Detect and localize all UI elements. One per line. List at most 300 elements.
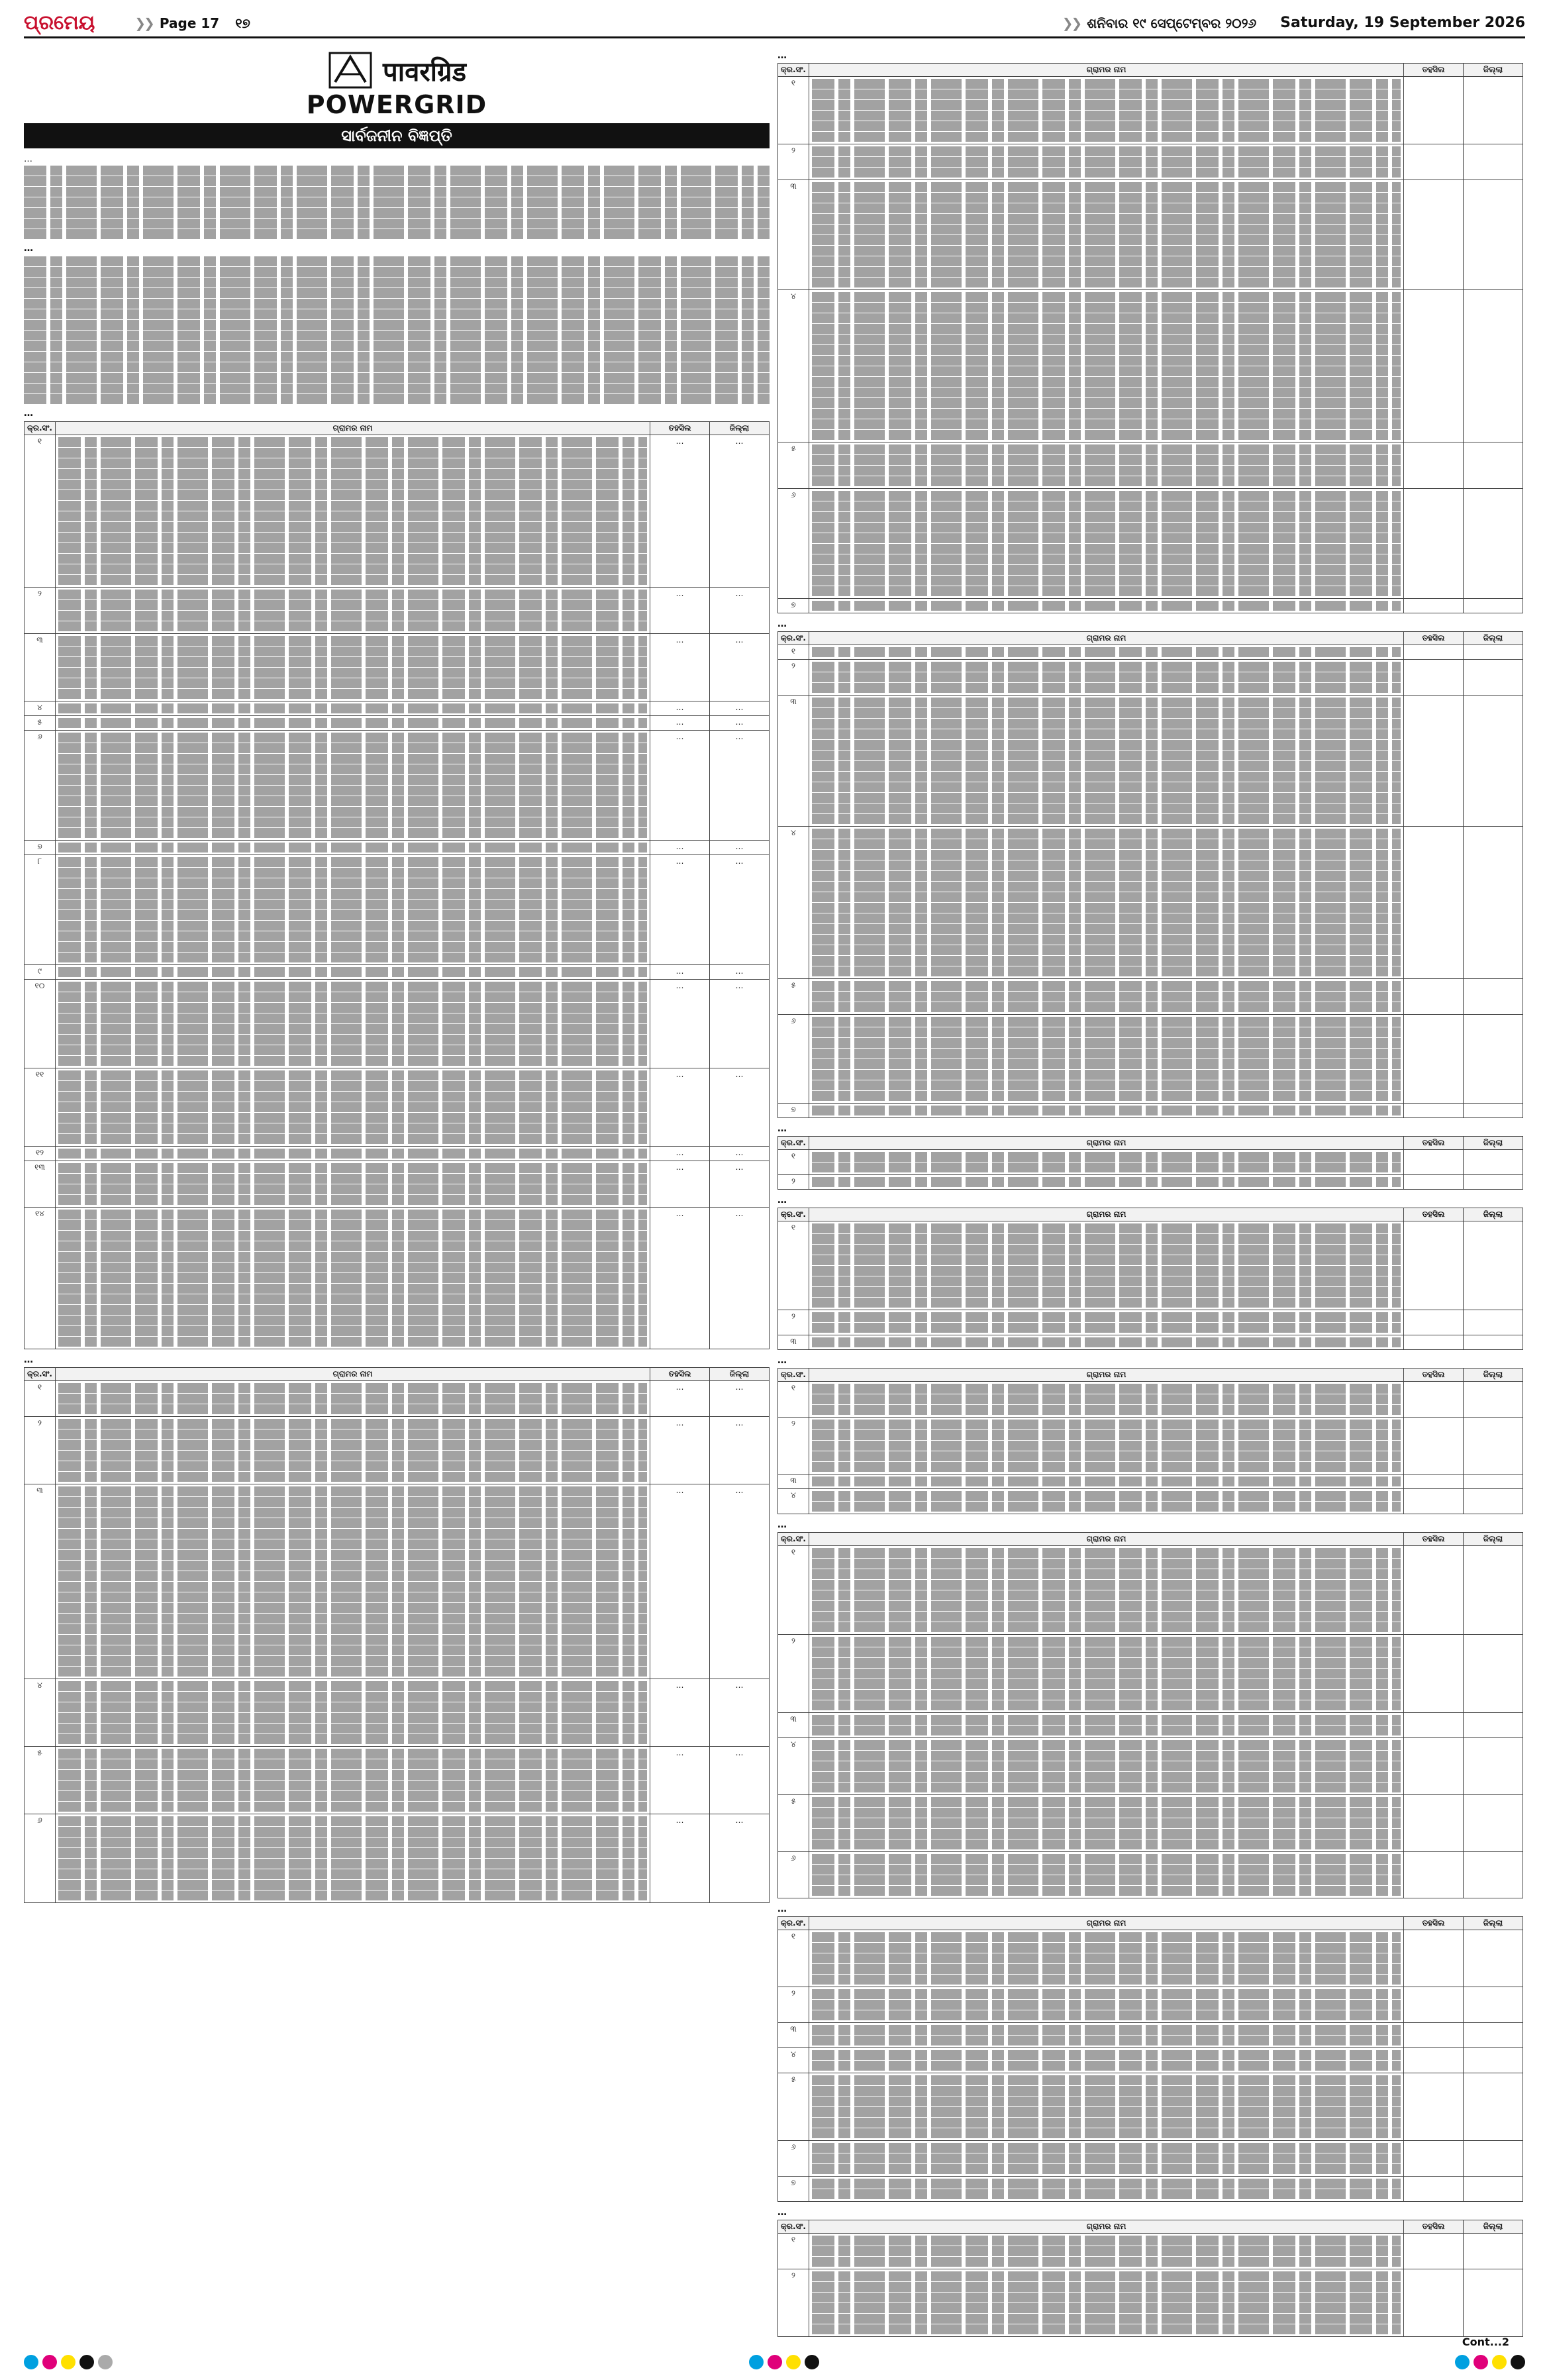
village-list-cell xyxy=(809,696,1404,827)
row-number: ୩ xyxy=(778,696,809,827)
district-cell xyxy=(1464,827,1523,979)
district-cell xyxy=(1464,1713,1523,1738)
village-list-cell xyxy=(809,1310,1404,1335)
col-header-no: କ୍ର.ସଂ. xyxy=(778,1137,809,1150)
district-cell: … xyxy=(710,841,770,855)
tahsil-cell: … xyxy=(650,588,710,634)
row-number: ୧ xyxy=(778,645,809,660)
tahsil-cell: … xyxy=(650,701,710,716)
row-number: ୪ xyxy=(778,1738,809,1795)
tahsil-cell: … xyxy=(650,1484,710,1679)
tahsil-cell: … xyxy=(650,1161,710,1208)
table-row xyxy=(778,1475,1523,1489)
tahsil-cell xyxy=(1404,1310,1464,1335)
tahsil-cell xyxy=(1404,1418,1464,1475)
district-cell xyxy=(1464,290,1523,442)
col-header-no: କ୍ର.ସଂ. xyxy=(778,1917,809,1930)
row-number: ୧୦ xyxy=(25,980,56,1068)
col-header-village: ଗ୍ରାମର ନାମ xyxy=(56,1368,650,1381)
col-header-village: ଗ୍ରାମର ନାମ xyxy=(809,2220,1404,2234)
row-number: ୨ xyxy=(778,1987,809,2023)
village-table-right xyxy=(777,631,1523,1118)
row-number: ୬ xyxy=(25,1814,56,1903)
table-row xyxy=(778,1635,1523,1713)
village-table-right xyxy=(777,2220,1523,2337)
row-number: ୨ xyxy=(778,144,809,180)
table-row xyxy=(778,2048,1523,2073)
row-number: ୪ xyxy=(778,1489,809,1514)
yellow-swatch xyxy=(786,2355,801,2369)
village-table-right xyxy=(777,1136,1523,1190)
row-number: ୨ xyxy=(778,660,809,696)
village-list-cell xyxy=(809,1795,1404,1852)
tahsil-cell: … xyxy=(650,980,710,1068)
village-list-cell xyxy=(56,731,650,841)
table-row xyxy=(778,2177,1523,2202)
table-row xyxy=(778,827,1523,979)
tahsil-cell xyxy=(1404,2073,1464,2141)
tahsil-cell: … xyxy=(650,841,710,855)
table-row xyxy=(778,1852,1523,1898)
tahsil-cell: … xyxy=(650,1814,710,1903)
col-header-tahsil: ତହସିଲ xyxy=(650,422,710,435)
village-list-cell xyxy=(809,1221,1404,1310)
summary-list xyxy=(24,256,770,404)
village-list-cell xyxy=(56,841,650,855)
tahsil-cell xyxy=(1404,489,1464,599)
table-header-row xyxy=(778,2220,1523,2234)
tahsil-cell: … xyxy=(650,965,710,980)
tahsil-cell: … xyxy=(650,1068,710,1147)
black-swatch xyxy=(805,2355,819,2369)
tahsil-cell xyxy=(1404,1104,1464,1118)
tahsil-cell xyxy=(1404,2269,1464,2337)
tahsil-cell xyxy=(1404,1382,1464,1418)
district-cell: … xyxy=(710,701,770,716)
col-header-village: ଗ୍ରାମର ନାମ xyxy=(809,64,1404,77)
tahsil-cell xyxy=(1404,1635,1464,1713)
district-cell xyxy=(1464,1221,1523,1310)
village-list-cell xyxy=(56,855,650,965)
district-cell xyxy=(1464,979,1523,1015)
table-row xyxy=(25,855,770,965)
left-column xyxy=(24,45,770,2337)
table-row xyxy=(778,2141,1523,2177)
village-list-cell xyxy=(809,660,1404,696)
row-number: ୫ xyxy=(25,716,56,731)
table-row xyxy=(25,841,770,855)
district-cell: … xyxy=(710,855,770,965)
logo-english-text: POWERGRID xyxy=(306,90,487,119)
date-english: Saturday, 19 September 2026 xyxy=(1280,15,1525,31)
table-row xyxy=(25,634,770,701)
col-header-village: ଗ୍ରାମର ନାମ xyxy=(809,1208,1404,1221)
district-cell xyxy=(1464,489,1523,599)
notice-subhead-1: … xyxy=(24,243,33,254)
district-cell: … xyxy=(710,1484,770,1679)
row-number: ୪ xyxy=(25,701,56,716)
row-number: ୧ xyxy=(778,2234,809,2269)
table-row xyxy=(778,1738,1523,1795)
tahsil-cell xyxy=(1404,645,1464,660)
row-number: ୫ xyxy=(25,1747,56,1814)
col-header-no: କ୍ର.ସଂ. xyxy=(778,64,809,77)
village-list-cell xyxy=(809,180,1404,290)
col-header-no: କ୍ର.ସଂ. xyxy=(778,2220,809,2234)
table-header-row xyxy=(25,422,770,435)
district-cell xyxy=(1464,1635,1523,1713)
table-row xyxy=(25,435,770,588)
village-table-left xyxy=(24,421,770,1349)
col-header-district: ଜିଲ୍ଲା xyxy=(710,1368,770,1381)
row-number: ୭ xyxy=(778,599,809,613)
row-number: ୧୪ xyxy=(25,1208,56,1349)
table-row xyxy=(778,77,1523,144)
table-row xyxy=(778,180,1523,290)
district-cell: … xyxy=(710,1208,770,1349)
intro-text-block xyxy=(24,166,770,239)
table-row xyxy=(25,1208,770,1349)
table-row xyxy=(25,1417,770,1484)
tahsil-cell xyxy=(1404,1175,1464,1190)
district-cell xyxy=(1464,1930,1523,1987)
tahsil-cell xyxy=(1404,180,1464,290)
village-list-cell xyxy=(809,489,1404,599)
tahsil-cell: … xyxy=(650,855,710,965)
village-list-cell xyxy=(56,1208,650,1349)
tahsil-cell xyxy=(1404,2048,1464,2073)
section-label: … xyxy=(777,619,787,629)
row-number: ୬ xyxy=(778,1015,809,1104)
table-header-row xyxy=(778,1208,1523,1221)
village-list-cell xyxy=(56,1679,650,1747)
row-number: ୩ xyxy=(778,1713,809,1738)
row-number: ୭ xyxy=(778,1104,809,1118)
tahsil-cell: … xyxy=(650,1147,710,1161)
right-column xyxy=(777,45,1523,2337)
row-number: ୧ xyxy=(778,77,809,144)
village-list-cell xyxy=(56,965,650,980)
village-list-cell xyxy=(56,980,650,1068)
col-header-tahsil: ତହସିଲ xyxy=(1404,1208,1464,1221)
col-header-tahsil: ତହସିଲ xyxy=(1404,1533,1464,1546)
continued-label: Cont...2 xyxy=(1462,2336,1509,2348)
notice-title: ସାର୍ବଜନୀନ ବିଜ୍ଞପ୍ତି xyxy=(24,123,770,148)
village-list-cell xyxy=(56,701,650,716)
col-header-no: କ୍ର.ସଂ. xyxy=(778,1533,809,1546)
row-number: ୩ xyxy=(25,634,56,701)
tahsil-cell xyxy=(1404,827,1464,979)
village-list-cell xyxy=(809,1987,1404,2023)
village-list-cell xyxy=(56,1147,650,1161)
col-header-no: କ୍ର.ସଂ. xyxy=(25,1368,56,1381)
row-number: ୪ xyxy=(778,290,809,442)
tahsil-cell: … xyxy=(650,1208,710,1349)
district-cell xyxy=(1464,180,1523,290)
col-header-no: କ୍ର.ସଂ. xyxy=(25,422,56,435)
district-cell xyxy=(1464,1015,1523,1104)
table-row xyxy=(25,588,770,634)
village-list-cell xyxy=(809,77,1404,144)
col-header-tahsil: ତହସିଲ xyxy=(1404,1917,1464,1930)
village-list-cell xyxy=(809,1382,1404,1418)
row-number: ୧ xyxy=(778,1150,809,1175)
col-header-district: ଜିଲ୍ଲା xyxy=(1464,64,1523,77)
magenta-swatch xyxy=(1474,2355,1488,2369)
table-row xyxy=(25,1381,770,1417)
section-label: … xyxy=(777,1904,787,1914)
powergrid-logo xyxy=(24,50,770,119)
tahsil-cell xyxy=(1404,2141,1464,2177)
village-list-cell xyxy=(809,1015,1404,1104)
table-header-row xyxy=(778,632,1523,645)
tahsil-cell xyxy=(1404,660,1464,696)
row-number: ୬ xyxy=(778,1852,809,1898)
table-row xyxy=(778,1335,1523,1350)
row-number: ୩ xyxy=(778,1335,809,1350)
village-list-cell xyxy=(56,634,650,701)
double-chevron-icon: ❯❯ xyxy=(134,15,153,31)
village-table-left-2 xyxy=(24,1367,770,1903)
table-row xyxy=(778,2234,1523,2269)
table-header-row xyxy=(778,1137,1523,1150)
table-row xyxy=(778,645,1523,660)
row-number: ୩ xyxy=(778,2023,809,2048)
row-number: ୨ xyxy=(778,1175,809,1190)
tahsil-cell xyxy=(1404,1852,1464,1898)
col-header-tahsil: ତହସିଲ xyxy=(1404,64,1464,77)
village-list-cell xyxy=(809,1930,1404,1987)
newspaper-logo: ପ୍ରମେୟ xyxy=(24,11,95,34)
table-row xyxy=(25,1147,770,1161)
row-number: ୨ xyxy=(25,588,56,634)
district-cell xyxy=(1464,1852,1523,1898)
col-header-district: ଜିଲ୍ଲା xyxy=(710,422,770,435)
table-row xyxy=(25,1161,770,1208)
row-number: ୫ xyxy=(778,2073,809,2141)
district-cell: … xyxy=(710,634,770,701)
table-row xyxy=(778,1930,1523,1987)
village-list-cell xyxy=(56,716,650,731)
district-cell xyxy=(1464,1489,1523,1514)
village-list-cell xyxy=(809,1475,1404,1489)
col-header-tahsil: ତହସିଲ xyxy=(1404,1369,1464,1382)
table-row xyxy=(778,1175,1523,1190)
col-header-district: ଜିଲ୍ଲା xyxy=(1464,1369,1523,1382)
tahsil-cell xyxy=(1404,1221,1464,1310)
row-number: ୧୩ xyxy=(25,1161,56,1208)
col-header-district: ଜିଲ୍ଲା xyxy=(1464,1917,1523,1930)
table-row xyxy=(778,599,1523,613)
col-header-district: ଜିଲ୍ଲା xyxy=(1464,1137,1523,1150)
village-list-cell xyxy=(809,1418,1404,1475)
tahsil-cell: … xyxy=(650,1747,710,1814)
district-cell xyxy=(1464,144,1523,180)
table-row xyxy=(778,1221,1523,1310)
section-label: … xyxy=(777,1195,787,1206)
table-row xyxy=(25,1679,770,1747)
table-row xyxy=(778,2073,1523,2141)
tahsil-cell xyxy=(1404,1150,1464,1175)
yellow-swatch xyxy=(61,2355,75,2369)
grey-swatch xyxy=(98,2355,113,2369)
village-list-cell xyxy=(809,1150,1404,1175)
row-number: ୧ xyxy=(778,1546,809,1635)
row-number: ୧୨ xyxy=(25,1147,56,1161)
table-row xyxy=(778,1713,1523,1738)
district-cell xyxy=(1464,2234,1523,2269)
table-row xyxy=(25,701,770,716)
district-cell xyxy=(1464,442,1523,489)
table-row xyxy=(778,979,1523,1015)
district-cell xyxy=(1464,1175,1523,1190)
district-cell xyxy=(1464,1987,1523,2023)
village-list-cell xyxy=(809,1175,1404,1190)
tahsil-cell: … xyxy=(650,1679,710,1747)
tahsil-cell: … xyxy=(650,435,710,588)
tahsil-cell xyxy=(1404,979,1464,1015)
col-header-village: ଗ୍ରାମର ନାମ xyxy=(809,1917,1404,1930)
village-list-cell xyxy=(809,2023,1404,2048)
row-number: ୪ xyxy=(778,827,809,979)
row-number: ୪ xyxy=(25,1679,56,1747)
row-number: ୫ xyxy=(778,979,809,1015)
row-number: ୧ xyxy=(25,1381,56,1417)
magenta-swatch xyxy=(42,2355,57,2369)
color-swatches-right xyxy=(1455,2355,1525,2371)
village-list-cell xyxy=(809,827,1404,979)
row-number: ୨ xyxy=(778,1310,809,1335)
village-list-cell xyxy=(809,979,1404,1015)
row-number: ୧ xyxy=(25,435,56,588)
village-list-cell xyxy=(809,2048,1404,2073)
double-chevron-icon: ❯❯ xyxy=(1062,15,1081,31)
district-cell xyxy=(1464,1150,1523,1175)
tahsil-cell xyxy=(1404,2234,1464,2269)
village-list-cell xyxy=(809,1713,1404,1738)
district-cell xyxy=(1464,2023,1523,2048)
cyan-swatch xyxy=(24,2355,38,2369)
tahsil-cell xyxy=(1404,77,1464,144)
village-list-cell xyxy=(809,290,1404,442)
table-row xyxy=(25,1747,770,1814)
table-row xyxy=(25,731,770,841)
row-number: ୨ xyxy=(778,1635,809,1713)
row-number: ୩ xyxy=(778,1475,809,1489)
table-row xyxy=(778,1310,1523,1335)
tahsil-cell xyxy=(1404,1015,1464,1104)
tahsil-cell xyxy=(1404,1489,1464,1514)
notice-subhead-2: … xyxy=(24,408,33,419)
row-number: ୧୧ xyxy=(25,1068,56,1147)
col-header-village: ଗ୍ରାମର ନାମ xyxy=(809,1369,1404,1382)
district-cell xyxy=(1464,2048,1523,2073)
district-cell xyxy=(1464,1382,1523,1418)
village-list-cell xyxy=(56,1747,650,1814)
district-cell xyxy=(1464,1546,1523,1635)
district-cell xyxy=(1464,645,1523,660)
table-header-row xyxy=(778,1369,1523,1382)
color-swatches-left xyxy=(24,2355,113,2371)
table-row xyxy=(778,2269,1523,2337)
tahsil-cell: … xyxy=(650,634,710,701)
page-number-label: Page 17 xyxy=(159,15,220,31)
district-cell: … xyxy=(710,1747,770,1814)
tahsil-cell xyxy=(1404,1335,1464,1350)
table-row xyxy=(778,1104,1523,1118)
village-list-cell xyxy=(809,442,1404,489)
row-number: ୩ xyxy=(778,180,809,290)
table-header-row xyxy=(25,1368,770,1381)
table-row xyxy=(778,1418,1523,1475)
district-cell xyxy=(1464,1475,1523,1489)
table-row xyxy=(778,2023,1523,2048)
row-number: ୫ xyxy=(778,442,809,489)
section-label: … xyxy=(777,1355,787,1366)
district-cell: … xyxy=(710,435,770,588)
village-list-cell xyxy=(56,588,650,634)
row-number: ୪ xyxy=(778,2048,809,2073)
col-header-village: ଗ୍ରାମର ନାମ xyxy=(809,632,1404,645)
tahsil-cell xyxy=(1404,144,1464,180)
table-header-row xyxy=(778,1917,1523,1930)
table-row xyxy=(25,965,770,980)
village-list-cell xyxy=(809,1852,1404,1898)
table-row xyxy=(25,980,770,1068)
district-cell xyxy=(1464,599,1523,613)
village-list-cell xyxy=(56,1161,650,1208)
tahsil-cell xyxy=(1404,442,1464,489)
col-header-district: ଜିଲ୍ଲା xyxy=(1464,1533,1523,1546)
village-list-cell xyxy=(809,2141,1404,2177)
row-number: ୫ xyxy=(778,1795,809,1852)
tahsil-cell xyxy=(1404,1795,1464,1852)
district-cell: … xyxy=(710,1068,770,1147)
tahsil-cell xyxy=(1404,1546,1464,1635)
district-cell xyxy=(1464,1104,1523,1118)
district-cell xyxy=(1464,1310,1523,1335)
left-table-body xyxy=(25,435,770,1349)
col-header-village: ଗ୍ରାମର ନାମ xyxy=(56,422,650,435)
village-list-cell xyxy=(56,1381,650,1417)
district-cell: … xyxy=(710,1147,770,1161)
table-row xyxy=(778,1987,1523,2023)
magenta-swatch xyxy=(768,2355,782,2369)
district-cell xyxy=(1464,2141,1523,2177)
district-cell xyxy=(1464,696,1523,827)
row-number: ୬ xyxy=(778,489,809,599)
district-cell xyxy=(1464,2269,1523,2337)
table-row xyxy=(25,1068,770,1147)
table-row xyxy=(778,696,1523,827)
district-cell xyxy=(1464,77,1523,144)
district-cell: … xyxy=(710,980,770,1068)
district-cell xyxy=(1464,2073,1523,2141)
section-label: … xyxy=(777,1520,787,1530)
tahsil-cell: … xyxy=(650,1381,710,1417)
table-header-row xyxy=(778,1533,1523,1546)
village-list-cell xyxy=(56,1484,650,1679)
district-cell xyxy=(1464,1795,1523,1852)
col-header-tahsil: ତହସିଲ xyxy=(650,1368,710,1381)
row-number: ୭ xyxy=(778,2177,809,2202)
powergrid-emblem-icon xyxy=(327,50,374,90)
tahsil-cell xyxy=(1404,599,1464,613)
tahsil-cell xyxy=(1404,290,1464,442)
row-number: ୩ xyxy=(25,1484,56,1679)
village-list-cell xyxy=(56,435,650,588)
table-row xyxy=(778,1546,1523,1635)
